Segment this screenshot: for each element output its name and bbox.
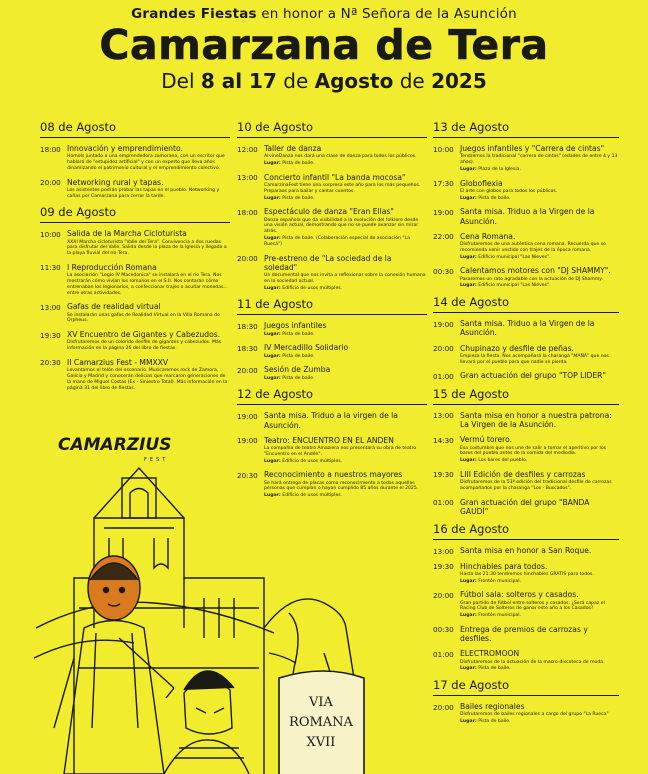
- event-name: Santa misa. Triduo a la virgen de la Asunción.: [264, 411, 398, 430]
- event-description: La compañía de teatro Amaziera nos presentará su obra de teatro "Encuentro en el Andén".: [264, 445, 417, 457]
- via-romana-milestone: [279, 671, 364, 774]
- event-row: [40, 358, 230, 391]
- event-body: [67, 358, 230, 391]
- event-time: 18:00: [40, 144, 61, 154]
- event-name: Fútbol sala: solteros y casados.: [460, 590, 579, 600]
- event-location: [264, 286, 427, 292]
- event-time: 20:00: [433, 590, 454, 600]
- date-part: 2025: [431, 69, 487, 93]
- event-name: Gran actuación del grupo "TOP LIDER": [460, 371, 606, 381]
- event-description: Disfrutaremos de la actuación de la macro-discoteca de moda.: [460, 659, 605, 665]
- event-location: [460, 283, 619, 289]
- event-name: Reconocimiento a nuestros mayores: [264, 470, 403, 480]
- event-location: [460, 666, 619, 672]
- location-value: Plaza de la Iglesia.: [478, 166, 521, 172]
- subtitle-rest: en honor a Nª Señora de la Asunción: [256, 6, 517, 22]
- event-time: 20:30: [237, 470, 258, 480]
- event-description: Disfrutaremos de bailes regionales a cargo del grupo "La Rueca": [460, 712, 609, 718]
- event-name: Santa misa en honor a San Roque.: [460, 546, 592, 556]
- event-description: Disfrutaremos de la 53ª edición del tradicional desfile de carrozas acompañados por la charanga "Los - Buscados".: [460, 480, 612, 491]
- event-description: Se hará entrega de placas como reconocimiento a todas aquellas personas que cumplan o hayan cumplido 85 años durante el 2025.: [264, 480, 419, 492]
- event-body: [264, 343, 427, 359]
- location-label: Lugar:: [264, 285, 283, 291]
- location-label: Lugar:: [264, 493, 283, 499]
- event-location: [460, 458, 619, 464]
- event-body: [460, 179, 619, 202]
- event-body: [67, 302, 230, 324]
- event-description: Homols juntado a una emprendedora zamorana, con un escritor que hablará de "estupidez artificial" y con un experto que lleva años dinamizando el patrimonio cultural y el emprendimiento colectivo.: [67, 154, 225, 171]
- svg-text:FEST: FEST: [144, 457, 169, 463]
- event-name: Espectáculo de danza "Eran Ellas": [264, 207, 394, 217]
- event-name: Vermú torero.: [460, 435, 513, 445]
- event-time: 20:00: [433, 344, 454, 354]
- event-time: 19:00: [237, 411, 258, 421]
- event-row: [40, 302, 230, 324]
- day-section: [433, 678, 619, 725]
- event-body: [460, 207, 619, 225]
- event-location: [264, 196, 427, 202]
- event-name: Juegos infantiles: [264, 321, 327, 331]
- date-part: Del: [161, 69, 201, 93]
- event-description: Disfrutaremos de una auténtica cena romana. Recuerda que se recomienda venir vestido con trajes de la época romana.: [460, 242, 606, 253]
- event-time: 01:00: [433, 498, 454, 508]
- event-row: [237, 173, 427, 202]
- poster-header: [0, 6, 648, 94]
- event-row: [237, 254, 427, 292]
- event-description: ArvineDanza nos dará una clase de danza para todos los públicos.: [264, 154, 417, 160]
- event-description: Levantamos el telón del escenario. Musicaremos rock de Zamora, Galicia y Madrid y conocerán delicias que marcaron generaciones de la mano de Miguel Costas (Ex - Siniestro Total). Más información en la página 31 del libro de fiestas.: [67, 368, 228, 391]
- event-time: 10:00: [40, 229, 61, 239]
- event-name: Hinchables para todos.: [460, 561, 548, 571]
- event-body: [460, 625, 619, 643]
- event-description: Gran partido de fútbol entre solteros y casados. ¿Será capaz el Racing Club de Solteros de ganar este año a los Casados?: [460, 600, 605, 612]
- event-time: 19:00: [237, 436, 258, 446]
- event-row: [433, 207, 619, 225]
- event-name: Cena Romana.: [460, 231, 516, 241]
- event-time: 19:30: [433, 470, 454, 480]
- event-row: [433, 371, 619, 381]
- location-value: Pista de baile.: [282, 353, 315, 359]
- location-value: Frontón municipal.: [478, 578, 521, 584]
- event-time: 18:30: [237, 321, 258, 331]
- location-label: Lugar:: [460, 719, 479, 725]
- event-name: ELECTROMOON: [460, 649, 520, 659]
- event-row: [40, 229, 230, 257]
- date-part: Agosto: [314, 69, 394, 93]
- event-time: 20:30: [40, 358, 61, 368]
- event-row: [433, 546, 619, 556]
- location-value: Edificio municipal "Las Nieves".: [478, 254, 551, 260]
- event-time: 11:30: [40, 263, 61, 273]
- event-row: [433, 232, 619, 261]
- event-body: [264, 144, 427, 167]
- event-name: Santa misa. Triduo a la Virgen de la Asunción.: [460, 319, 595, 338]
- event-body: [460, 266, 619, 289]
- event-row: [433, 498, 619, 516]
- location-label: Lugar:: [264, 375, 283, 381]
- day-title: 09 de Agosto: [40, 205, 230, 223]
- event-time: 01:00: [433, 649, 454, 659]
- event-name: Gafas de realidad virtual: [67, 302, 161, 312]
- location-label: Lugar:: [264, 161, 283, 166]
- svg-text:ROMANA: ROMANA: [289, 715, 353, 730]
- event-body: [460, 344, 619, 366]
- event-name: Taller de danza: [264, 144, 322, 153]
- event-body: [67, 330, 230, 352]
- event-description: Hasta las 21:30 tendremos hinchables GRATIS para todos.: [460, 571, 594, 577]
- event-time: 00:30: [433, 266, 454, 276]
- day-title: 12 de Agosto: [237, 387, 427, 405]
- event-row: [433, 649, 619, 672]
- event-name: I Reproducción Romana: [67, 262, 157, 272]
- event-time: 19:00: [433, 207, 454, 217]
- location-label: Lugar:: [460, 578, 479, 584]
- day-section: [433, 387, 619, 516]
- event-location: [460, 613, 619, 619]
- event-time: 20:00: [237, 365, 258, 375]
- event-description: Empieza la fiesta. Nos acompañará la charanga "MAÑÁ" que nos llevará por el pueblo para que nadie se pierda.: [460, 353, 609, 365]
- event-name: Santa misa. Triduo a la Virgen de la Asunción.: [460, 207, 595, 226]
- event-body: [460, 371, 619, 381]
- event-description: Disfrutaremos de un colorido desfile de gigantes y cabezudos. Más información en la página 26 del libro de fiestas.: [67, 340, 222, 352]
- event-time: 01:00: [433, 371, 454, 381]
- location-value: Frontón municipal.: [478, 613, 521, 619]
- event-name: LIII Edición de desfiles y carrozas: [460, 469, 586, 479]
- date-part: de: [276, 69, 315, 93]
- event-description: Tendremos la tradicional "carrera de cintas" (edades de entre 4 y 13 años).: [460, 154, 618, 165]
- event-name: Calentamos motores con "DJ SHAMMY".: [460, 266, 611, 276]
- location-value: Pista de baile.: [282, 331, 315, 337]
- event-body: [460, 562, 619, 585]
- event-row: [433, 625, 619, 643]
- event-body: [264, 254, 427, 292]
- day-title: 13 de Agosto: [433, 120, 619, 138]
- event-name: Salida de la Marcha Cicloturista: [67, 229, 187, 239]
- event-body: [264, 173, 427, 202]
- svg-text:CAMARZIUS: CAMARZIUS: [58, 435, 172, 455]
- event-row: [433, 470, 619, 492]
- event-description: XXXI Marcha cicloturista "Valle del Tera". Convivencia a dos ruedas para disfrutar del Valle. Salida desde la plaza de la Iglesia y llegada a la playa fluvial del río Tera.: [67, 239, 227, 257]
- location-value: Pista de baile.: [282, 195, 315, 201]
- event-row: [433, 344, 619, 366]
- day-title: 14 de Agosto: [433, 295, 619, 313]
- event-row: [40, 178, 230, 200]
- location-label: Lugar:: [460, 458, 479, 464]
- event-time: 13:00: [433, 411, 454, 421]
- event-name: Juegos infantiles y "Carrera de cintas": [460, 144, 605, 153]
- event-description: Se instalarán unas gafas de Realidad Virtual en la Villa Romana de Orpheus.: [67, 312, 220, 324]
- poster-title: Camarzana de Tera: [99, 21, 549, 69]
- event-body: [264, 321, 427, 337]
- event-name: Teatro: ENCUENTRO EN EL ANDEN: [264, 435, 394, 445]
- location-label: Lugar:: [264, 195, 283, 201]
- event-body: [460, 411, 619, 429]
- location-value: Los bares del pueblo.: [478, 458, 528, 464]
- event-time: 20:00: [433, 702, 454, 712]
- event-location: [460, 196, 619, 202]
- event-row: [433, 144, 619, 173]
- event-time: 22:00: [433, 232, 454, 242]
- event-time: 14:30: [433, 435, 454, 445]
- event-description: La asociación "Legio IV Macedonica" se instalará en el río Tera. Nos mostrarán cómo vivían los romanos en el S.II. Nos contarán cómo entrenaban los legionarios, a confeccionar trajes o acuñar monedas... entre otras actividades.: [67, 273, 228, 296]
- event-row: [237, 144, 427, 167]
- event-time: 20:00: [237, 254, 258, 264]
- event-time: 19:30: [40, 330, 61, 340]
- subtitle-bold: Grandes Fiestas: [131, 6, 257, 22]
- location-label: Lugar:: [264, 458, 283, 464]
- location-label: Lugar:: [460, 283, 479, 289]
- event-name: Networking rural y tapas.: [67, 177, 164, 187]
- svg-text:VIA: VIA: [309, 695, 333, 710]
- program-column-right: [433, 120, 619, 731]
- camarzius-fest-logo: [58, 435, 172, 463]
- location-value: Edificio de usos múltiples.: [282, 458, 343, 464]
- location-label: Lugar:: [264, 331, 283, 337]
- event-body: [460, 649, 619, 672]
- event-body: [460, 590, 619, 619]
- location-value: Pista de baile.: [282, 375, 315, 381]
- day-title: 15 de Agosto: [433, 387, 619, 405]
- location-label: Lugar:: [264, 353, 283, 359]
- event-description: Danza española que da visibilidad a la evolución del folklore desde una visión actual, demostrando que no se puede avanzar sin mirar atrás.: [264, 217, 419, 235]
- event-description: Esa costumbre que nos une de salir a tomar el aperitivo por los bares del pueblo antes de la comida del mediodía.: [460, 445, 607, 457]
- date-part: de: [393, 69, 432, 93]
- event-row: [433, 319, 619, 337]
- day-section: [433, 522, 619, 672]
- event-time: 18:30: [237, 343, 258, 353]
- event-row: [40, 263, 230, 296]
- location-label: Lugar:: [460, 254, 479, 260]
- location-label: Lugar:: [460, 613, 479, 619]
- day-title: 16 de Agosto: [433, 522, 619, 540]
- event-body: [460, 144, 619, 173]
- event-name: Santa misa en honor a nuestra patrona: La Virgen de la Asunción.: [460, 410, 612, 430]
- event-body: [460, 232, 619, 261]
- day-title: 17 de Agosto: [433, 678, 619, 696]
- roman-soldier-drawing: [164, 671, 249, 774]
- event-time: 18:00: [237, 207, 258, 217]
- event-body: [67, 229, 230, 257]
- poster-subtitle: [0, 6, 648, 22]
- event-time: 10:00: [433, 144, 454, 154]
- day-section: [433, 295, 619, 381]
- event-row: [237, 365, 427, 381]
- event-row: [237, 343, 427, 359]
- event-row: [433, 179, 619, 202]
- location-label: Lugar:: [264, 235, 283, 241]
- event-time: 13:00: [237, 173, 258, 183]
- event-location: [460, 167, 619, 173]
- date-part: 8 al 17: [200, 69, 277, 93]
- event-description: Un documental que nos invita a reflexionar sobre la conexión humana en la sociedad actual.: [264, 272, 426, 284]
- event-location: [264, 332, 427, 338]
- event-name: II Camarzius Fest - MMXXV: [67, 357, 169, 367]
- event-row: [40, 330, 230, 352]
- location-value: Pista de baile.: [478, 195, 511, 201]
- event-row: [433, 411, 619, 429]
- event-name: Gran actuación del grupo "BANDA GAUDÍ": [460, 497, 590, 516]
- location-label: Lugar:: [460, 666, 479, 672]
- illustration: [34, 428, 434, 774]
- event-row: [433, 590, 619, 619]
- event-time: 13:00: [433, 546, 454, 556]
- location-label: Lugar:: [460, 166, 479, 172]
- event-name: Chupinazo y desfile de peñas.: [460, 343, 574, 353]
- event-row: [433, 562, 619, 585]
- event-time: 19:00: [433, 319, 454, 329]
- day-title: 10 de Agosto: [237, 120, 427, 138]
- program-column-left: [40, 120, 230, 397]
- event-time: 19:30: [433, 562, 454, 572]
- event-body: [460, 546, 619, 556]
- event-row: [237, 207, 427, 247]
- giant-figure-drawing: [54, 556, 174, 774]
- event-name: Concierto infantil "La banda mocosa": [264, 172, 406, 182]
- event-location: [460, 719, 619, 725]
- event-description: Los asistentes podrán probar las tapas en el pueblo. Networking y cañas por Camarzana para cerrar la tarde.: [67, 187, 220, 199]
- event-body: [67, 144, 230, 172]
- event-time: 00:30: [433, 625, 454, 635]
- event-row: [40, 144, 230, 172]
- event-body: [460, 702, 619, 725]
- event-row: [237, 321, 427, 337]
- event-name: Pre-estreno de "La sociedad de la soledad": [264, 253, 392, 272]
- event-location: [460, 579, 619, 585]
- poster-dates: [0, 68, 648, 94]
- day-title: 08 de Agosto: [40, 120, 230, 138]
- location-value: Edificio de usos múltiples.: [282, 285, 343, 291]
- event-body: [460, 498, 619, 516]
- event-name: Innovación y emprendimiento.: [67, 144, 183, 153]
- event-body: [460, 470, 619, 492]
- day-title: 11 de Agosto: [237, 297, 427, 315]
- event-name: Entrega de premios de carrozas y desfiles.: [460, 624, 588, 644]
- event-name: XV Encuentro de Gigantes y Cabezudos.: [67, 330, 221, 340]
- event-location: [264, 236, 427, 248]
- event-body: [67, 178, 230, 200]
- event-description: Pasaremos un rato agradable con la actuación de DJ Shammy.: [460, 276, 603, 282]
- event-location: [460, 255, 619, 261]
- event-time: 13:00: [40, 302, 61, 312]
- location-value: Pista de baile.: [282, 161, 315, 166]
- event-name: IV Mercadillo Solidario: [264, 343, 349, 353]
- day-section: [237, 297, 427, 381]
- location-value: Edificio municipal "Las Nieves".: [478, 283, 551, 289]
- event-body: [264, 365, 427, 381]
- event-description: El arte con globos para todos los públicos.: [460, 188, 558, 194]
- svg-text:XVII: XVII: [306, 735, 336, 750]
- day-section: [40, 205, 230, 391]
- event-time: 20:00: [40, 178, 61, 188]
- location-value: Pista de baile. (Colaboración especial de asociación "La Ruecá"): [264, 235, 410, 247]
- event-name: Sesión de Zumba: [264, 365, 331, 375]
- event-name: Bailes regionales: [460, 702, 525, 712]
- event-name: Globoflexia: [460, 178, 503, 188]
- location-label: Lugar:: [460, 195, 479, 201]
- location-value: Pista de baile.: [478, 666, 511, 672]
- event-time: 12:00: [237, 144, 258, 154]
- event-body: [460, 319, 619, 337]
- day-section: [433, 120, 619, 289]
- location-value: Edificio de usos múltiples.: [282, 493, 343, 499]
- day-section: [40, 120, 230, 199]
- day-section: [237, 120, 427, 291]
- event-time: 17:30: [433, 179, 454, 189]
- event-location: [264, 354, 427, 360]
- event-location: [264, 161, 427, 167]
- event-row: [433, 702, 619, 725]
- event-body: [264, 207, 427, 247]
- event-row: [433, 266, 619, 289]
- event-location: [264, 376, 427, 382]
- location-value: Pista de baile.: [478, 719, 511, 725]
- event-description: CamarzinaFest tiene una sorpresa este año para los más pequeños. Preparaos para bailar y cantar cuentos.: [264, 183, 421, 194]
- event-body: [67, 263, 230, 296]
- event-body: [460, 435, 619, 464]
- event-row: [433, 435, 619, 464]
